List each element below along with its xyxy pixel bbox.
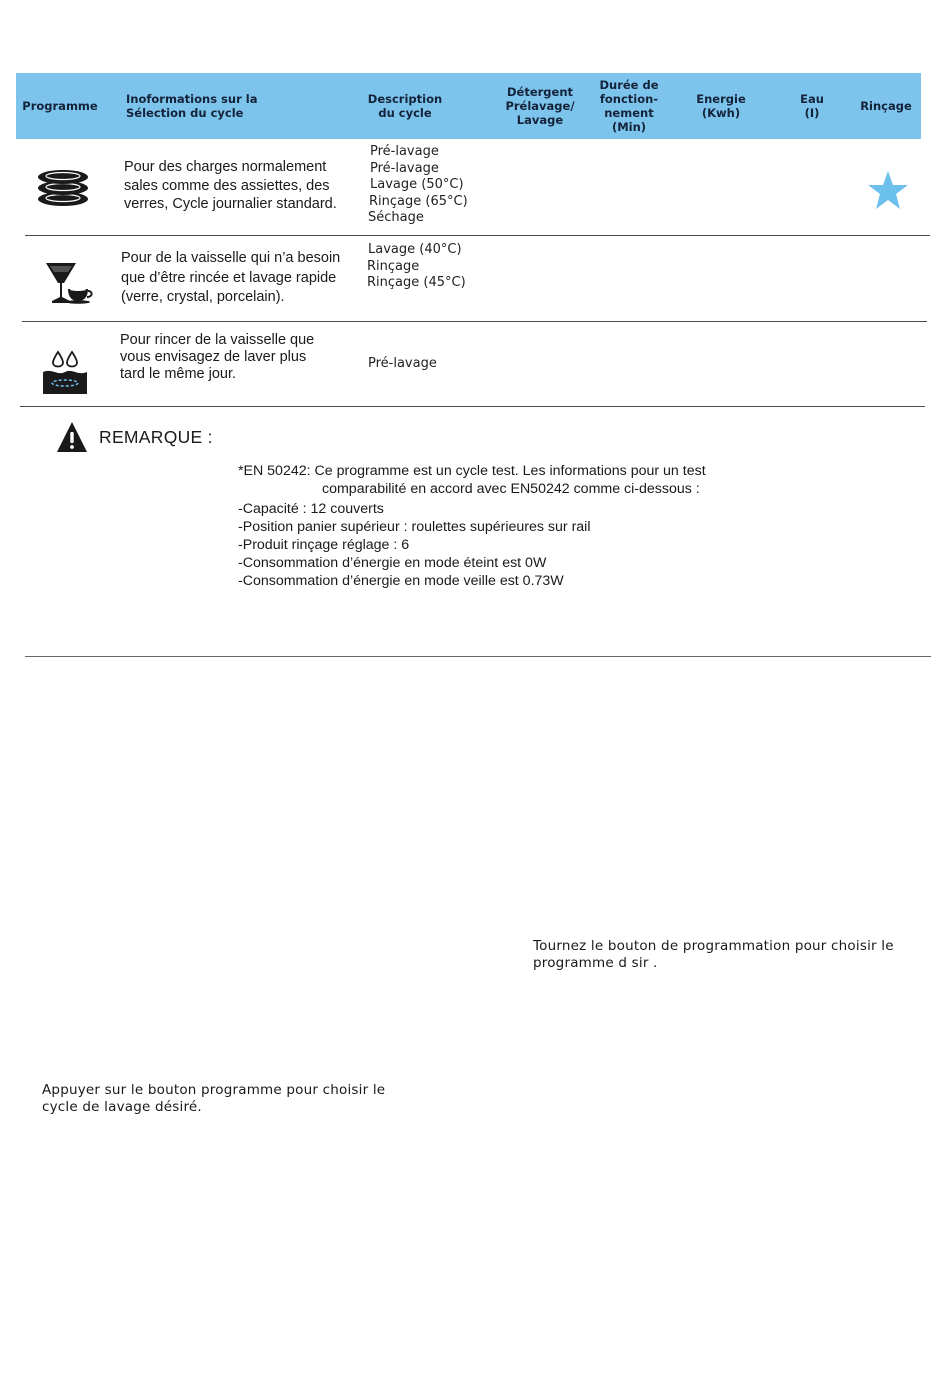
row1-step: Pré-lavage <box>370 160 439 176</box>
row3-selection-text: Pour rincer de la vaisselle que vous envisagez de laver plus tard le même jour. <box>120 332 315 382</box>
header-selection: Inoformations sur la Sélection du cycle <box>126 92 258 120</box>
row1-steps <box>368 144 468 227</box>
row2-step: Rinçage <box>367 258 420 274</box>
header-programme: Programme <box>22 99 98 113</box>
row2-step: Lavage (40°C) <box>368 242 462 257</box>
row2-selection-text: Pour de la vaisselle qui n’a besoin que d’être rincée et lavage rapide (verre, crystal, porcelain). <box>121 250 341 305</box>
row1-step: Pré-lavage <box>370 144 439 159</box>
remark-title: REMARQUE : <box>99 427 213 447</box>
remark-item: -Position panier supérieur : roulettes supérieures sur rail <box>238 519 591 535</box>
header-eau: Eau (I) <box>800 92 824 120</box>
plates-stack-icon <box>36 166 90 213</box>
row2-step: Rinçage (45°C) <box>367 275 466 290</box>
header-description: Description du cycle <box>367 92 443 120</box>
remark-item: -Capacité : 12 couverts <box>238 501 384 517</box>
instruction-right: Tournez le bouton de programmation pour choisir le programme d sir . <box>533 938 894 971</box>
row-divider <box>22 321 927 322</box>
header-detergent: Détergent Prélavage/ Lavage <box>505 85 575 127</box>
row-divider <box>25 235 930 236</box>
remark-line: *EN 50242: Ce programme est un cycle test. Les informations pour un test <box>238 463 706 479</box>
row2-steps <box>367 242 466 292</box>
header-rincage: Rinçage <box>860 99 912 113</box>
remark-item: -Consommation d’énergie en mode éteint est 0W <box>238 555 547 571</box>
row1-step: Lavage (50°C) <box>370 177 464 192</box>
remark-notes <box>238 462 706 590</box>
remark-item: -Consommation d’énergie en mode veille est 0.73W <box>238 573 564 589</box>
star-icon <box>867 170 909 215</box>
remark-item: -Produit rinçage réglage : 6 <box>238 537 410 553</box>
remark-line-continued: comparabilité en accord avec EN50242 comme ci-dessous : <box>322 481 700 497</box>
header-duree: Durée de fonction- nement (Min) <box>599 78 659 134</box>
glass-cup-icon <box>44 261 94 310</box>
row1-selection-text: Pour des charges normalement sales comme des assiettes, des verres, Cycle journalier standard. <box>124 159 337 212</box>
row3-steps <box>368 356 437 373</box>
row1-step: Rinçage (65°C) <box>369 193 468 209</box>
instruction-left: Appuyer sur le bouton programme pour choisir le cycle de lavage désiré. <box>42 1082 386 1115</box>
row3-step: Pré-lavage <box>368 356 437 371</box>
table-header <box>16 73 921 139</box>
row1-step: Séchage <box>368 210 424 225</box>
row-divider <box>20 406 925 407</box>
header-energie: Energie (Kwh) <box>696 92 746 120</box>
warning-triangle-icon <box>56 421 88 458</box>
section-divider <box>25 656 931 657</box>
water-drops-tray-icon <box>42 350 88 401</box>
